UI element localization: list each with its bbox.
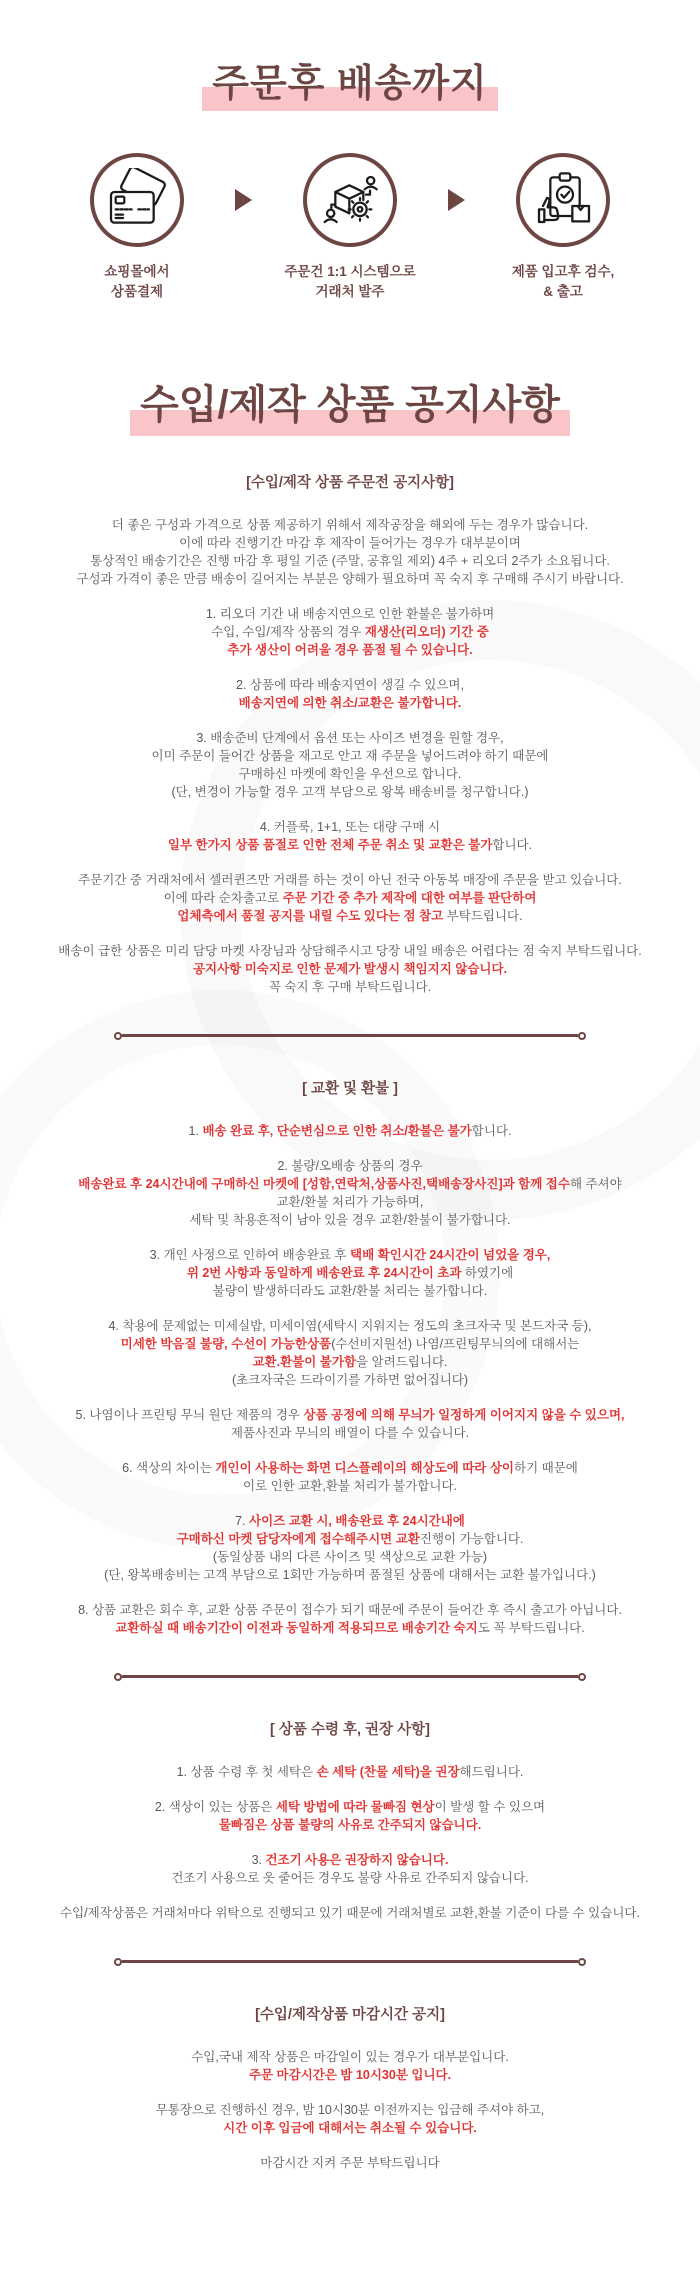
text-line — [0, 1548, 700, 1566]
text-line — [0, 623, 700, 641]
notice-paragraph — [0, 1459, 700, 1495]
arrow-right-icon — [235, 189, 252, 211]
text-segment: (동일상품 내의 다른 사이즈 및 색상으로 교환 가능) — [212, 1549, 488, 1564]
text-segment: 세탁 방법에 따라 물빠짐 현상 — [275, 1799, 435, 1814]
text-segment: 업체측에서 품절 공지를 내릴 수도 있다는 점 참고 — [177, 908, 444, 923]
text-line — [0, 694, 700, 712]
notice-paragraph — [0, 605, 700, 659]
divider-dot — [578, 1958, 586, 1966]
text-segment: 6. 색상의 차이는 — [122, 1460, 216, 1475]
section-heading: [수입/제작상품 마감시간 공지] — [255, 2006, 445, 2023]
text-segment: 해 주셔야 — [569, 1176, 622, 1191]
text-segment: 3. — [251, 1852, 266, 1867]
notice-paragraph — [0, 1406, 700, 1442]
text-segment: 합니다. — [471, 1123, 512, 1138]
text-line — [0, 1406, 700, 1424]
text-segment: 불량이 발생하더라도 교환/환불 처리는 불가합니다. — [212, 1283, 488, 1298]
text-line — [0, 676, 700, 694]
text-segment: 꼭 숙지 후 구매 부탁드립니다. — [268, 979, 432, 994]
text-segment: 상품 공정에 의해 무늬가 일정하게 이어지지 않을 수 있으며, — [303, 1407, 625, 1422]
text-segment: (초크자국은 드라이기를 가하면 없어집니다) — [231, 1372, 469, 1387]
text-segment: 손 세탁 (찬물 세탁)을 권장 — [316, 1764, 460, 1779]
text-segment: 2. 색상이 있는 상품은 — [154, 1799, 276, 1814]
text-segment: 일부 한가지 상품 품절로 인한 전체 주문 취소 및 교환은 불가 — [167, 837, 493, 852]
text-line — [0, 1424, 700, 1442]
text-line — [0, 570, 700, 588]
text-line — [0, 1530, 700, 1548]
text-line — [0, 2066, 700, 2084]
text-line — [0, 1211, 700, 1229]
text-line — [0, 1157, 700, 1175]
process-steps — [0, 153, 700, 303]
text-line — [0, 1798, 700, 1816]
text-line — [0, 1459, 700, 1477]
text-segment: 4. 커플룩, 1+1, 또는 대량 구매 시 — [259, 819, 441, 834]
text-segment: 이에 따라 순차출고로 — [163, 890, 283, 905]
text-line — [0, 889, 700, 907]
notice-paragraph — [0, 516, 700, 588]
text-segment: 합니다. — [492, 837, 533, 852]
notice-paragraph — [0, 2048, 700, 2084]
text-segment: 수입/제작상품은 거래처마다 위탁으로 진행되고 있기 때문에 거래처별로 교환,환불 기준이 다를 수 있습니다. — [60, 1905, 640, 1920]
text-line — [0, 1246, 700, 1264]
text-segment: 재생산(리오더) 기간 중 — [364, 624, 489, 639]
notice-paragraph — [0, 1763, 700, 1781]
notice-paragraph — [0, 1904, 700, 1922]
divider-dot — [114, 1673, 122, 1681]
text-line — [0, 641, 700, 659]
text-segment: 배송지연에 의한 취소/교환은 불가합니다. — [238, 695, 462, 710]
notice-paragraph — [0, 1317, 700, 1389]
text-segment: 교환/환불 처리가 가능하며, — [276, 1194, 424, 1209]
text-line — [0, 2119, 700, 2137]
notice-body — [0, 474, 700, 2172]
text-segment: 도 꼭 부탁드립니다. — [477, 1620, 585, 1635]
text-segment: 수입,국내 제작 상품은 마감일이 있는 경우가 대부분입니다. — [191, 2049, 509, 2064]
text-segment: 사이즈 교환 시, 배송완료 후 24시간내에 — [249, 1513, 465, 1528]
text-segment: (단, 왕복배송비는 고객 부담으로 1회만 가능하며 품절된 상품에 대해서는 교환 불가입니다.) — [104, 1567, 596, 1582]
section-heading: [ 교환 및 환불 ] — [302, 1080, 398, 1097]
divider-dot — [114, 1958, 122, 1966]
text-segment: 마감시간 지켜 주문 부탁드립니다 — [260, 2155, 440, 2170]
text-segment: 이에 따라 진행기간 마감 후 제작이 들어가는 경우가 대부분이며 — [179, 535, 521, 550]
text-segment: 이미 주문이 들어간 상품을 재고로 안고 재 주문을 넣어드려야 하기 때문에 — [151, 748, 549, 763]
text-segment: 무통장으로 진행하신 경우, 밤 10시30분 이전까지는 입금해 주셔야 하고, — [155, 2102, 545, 2117]
text-segment: 추가 생산이 어려울 경우 품절 될 수 있습니다. — [227, 642, 473, 657]
arrow-right-icon — [448, 189, 465, 211]
process-step-payment — [39, 153, 235, 303]
text-line — [0, 605, 700, 623]
section-heading: [ 상품 수령 후, 권장 사항] — [270, 1721, 430, 1738]
text-segment: 교환하실 때 배송기간이 이전과 동일하게 적용되므로 배송기간 숙지 — [115, 1620, 478, 1635]
notice-paragraph — [0, 2101, 700, 2137]
notice-paragraph — [0, 1512, 700, 1584]
notice-paragraph — [0, 871, 700, 925]
text-segment: (단, 변경이 가능할 경우 고객 부담으로 왕복 배송비를 청구합니다.) — [171, 784, 529, 799]
text-line — [0, 516, 700, 534]
text-segment: 주문기간 중 거래처에서 셀러퀸즈만 거래를 하는 것이 아닌 전국 아동복 매장에 주문을 받고 있습니다. — [78, 872, 622, 887]
text-segment: 미세한 박음질 불량, 수선이 가능한상품 — [120, 1336, 332, 1351]
text-segment: 주문 마감시간은 밤 10시30분 입니다. — [248, 2067, 452, 2082]
text-segment: 구매하신 마켓 담당자에게 접수해주시면 교환 — [176, 1531, 420, 1546]
text-line — [0, 1371, 700, 1389]
text-segment: 1. — [188, 1123, 203, 1138]
text-line — [0, 1193, 700, 1211]
section-divider — [114, 1032, 586, 1040]
text-segment: 공지사항 미숙지로 인한 문제가 발생시 책임지지 않습니다. — [192, 961, 508, 976]
text-line — [0, 2048, 700, 2066]
text-segment: 제품사진과 무늬의 배열이 다를 수 있습니다. — [230, 1425, 470, 1440]
text-line — [0, 1282, 700, 1300]
text-segment: 3. 개인 사정으로 인하여 배송완료 후 — [149, 1247, 350, 1262]
text-segment: 교환.환불이 불가함 — [252, 1354, 357, 1369]
text-line — [0, 907, 700, 925]
section-heading: [수입/제작 상품 주문전 공지사항] — [246, 474, 454, 491]
text-segment: 8. 상품 교환은 회수 후, 교환 상품 주문이 접수가 되기 때문에 주문이 들어간 후 즉시 출고가 아닙니다. — [78, 1602, 622, 1617]
text-segment: 통상적인 배송기간은 진행 마감 후 평일 기준 (주말, 공휴일 제외) 4주 + 리오더 2주가 소요됩니다. — [90, 553, 610, 568]
notice-paragraph — [0, 1798, 700, 1834]
order-fulfillment-icon — [303, 153, 397, 247]
text-line — [0, 1335, 700, 1353]
text-segment: 이 발생 할 수 있으며 — [434, 1799, 546, 1814]
text-line — [0, 1317, 700, 1335]
process-step-order — [252, 153, 448, 303]
text-line — [0, 978, 700, 996]
process-step-shipping — [465, 153, 661, 303]
text-line — [0, 1816, 700, 1834]
credit-card-icon — [90, 153, 184, 247]
section-divider — [114, 1673, 586, 1681]
text-segment: 하였기에 — [461, 1265, 514, 1280]
text-segment: 구성과 가격이 좋은 만큼 배송이 길어지는 부분은 양해가 필요하며 꼭 숙지 후 구매해 주시기 바랍니다. — [76, 571, 624, 586]
text-segment: 세탁 및 착용흔적이 남아 있을 경우 교환/환불이 불가합니다. — [189, 1212, 511, 1227]
text-segment: 위 2번 사항과 동일하게 배송완료 후 24시간이 초과 — [186, 1265, 462, 1280]
text-segment: 개인이 사용하는 화면 디스플레이의 해상도에 따라 상이 — [215, 1460, 514, 1475]
notice-paragraph — [0, 676, 700, 712]
notice-paragraph — [0, 729, 700, 801]
text-segment: 2. 상품에 따라 배송지연이 생길 수 있으며, — [236, 677, 464, 692]
text-line — [0, 1122, 700, 1140]
text-segment: (수선비지원선) 나염/프린팅무늬의에 대해서는 — [331, 1336, 580, 1351]
page-title: 주문후 배송까지 — [212, 52, 488, 107]
notice-paragraph — [0, 1246, 700, 1300]
text-line — [0, 836, 700, 854]
text-segment: 하기 때문에 — [514, 1460, 578, 1475]
section-divider — [114, 1958, 586, 1966]
text-segment: 수입, 수입/제작 상품의 경우 — [211, 624, 365, 639]
text-segment: 진행이 가능합니다. — [419, 1531, 524, 1546]
notice-paragraph — [0, 1157, 700, 1229]
text-segment: 부탁드립니다. — [443, 908, 523, 923]
text-line — [0, 960, 700, 978]
text-segment: 3. 배송준비 단계에서 옵션 또는 사이즈 변경을 원할 경우, — [196, 730, 504, 745]
divider-dot — [578, 1673, 586, 1681]
process-step-label: 주문건 1:1 시스템으로 거래처 발주 — [284, 264, 416, 300]
text-line — [0, 1763, 700, 1781]
text-segment: 4. 착용에 문제없는 미세실밥, 미세이염(세탁시 지워지는 정도의 초크자국 및 본드자국 등), — [108, 1318, 592, 1333]
text-segment: 구매하신 마켓에 확인을 우선으로 합니다. — [238, 766, 462, 781]
text-segment: 택배 확인시간 24시간이 넘었을 경우, — [350, 1247, 551, 1262]
text-line — [0, 1512, 700, 1530]
text-line — [0, 2154, 700, 2172]
text-segment: 건조기 사용은 권장하지 않습니다. — [265, 1852, 449, 1867]
notice-paragraph — [0, 818, 700, 854]
divider-line — [122, 1034, 578, 1037]
text-line — [0, 747, 700, 765]
notice-paragraph — [0, 1851, 700, 1887]
text-line — [0, 552, 700, 570]
notice-paragraph — [0, 1122, 700, 1140]
text-line — [0, 1175, 700, 1193]
text-line — [0, 534, 700, 552]
section-title: 수입/제작 상품 공지사항 — [140, 373, 560, 430]
text-segment: 주문 기간 중 추가 제작에 대한 여부를 판단하여 — [282, 890, 537, 905]
text-segment: 2. 불량/오배송 상품의 경우 — [277, 1158, 423, 1173]
process-step-label: 쇼핑몰에서 상품결제 — [104, 264, 170, 300]
text-line — [0, 1601, 700, 1619]
text-line — [0, 942, 700, 960]
process-step-label: 제품 입고후 검수, & 출고 — [511, 264, 615, 300]
text-segment: 이로 인한 교환,환불 처리가 불가합니다. — [242, 1478, 458, 1493]
text-line — [0, 1619, 700, 1637]
notice-paragraph — [0, 1601, 700, 1637]
divider-dot — [114, 1032, 122, 1040]
text-line — [0, 871, 700, 889]
inspection-shipping-icon — [516, 153, 610, 247]
text-segment: 을 알려드립니다. — [356, 1354, 448, 1369]
text-line — [0, 729, 700, 747]
text-segment: 배송 완료 후, 단순변심으로 인한 취소/환불은 불가 — [202, 1123, 472, 1138]
text-line — [0, 1869, 700, 1887]
divider-dot — [578, 1032, 586, 1040]
text-segment: 물빠짐은 상품 불량의 사유로 간주되지 않습니다. — [218, 1817, 482, 1832]
text-line — [0, 1566, 700, 1584]
text-line — [0, 783, 700, 801]
divider-line — [122, 1675, 578, 1678]
text-line — [0, 1264, 700, 1282]
text-line — [0, 818, 700, 836]
notice-paragraph — [0, 2154, 700, 2172]
text-line — [0, 2101, 700, 2119]
text-segment: 건조기 사용으로 옷 줄어든 경우도 불량 사유로 간주되지 않습니다. — [171, 1870, 529, 1885]
divider-line — [122, 1960, 578, 1963]
text-segment: 1. 리오더 기간 내 배송지연으로 인한 환불은 불가하며 — [205, 606, 495, 621]
text-segment: 해드립니다. — [459, 1764, 524, 1779]
text-segment: 1. 상품 수령 후 첫 세탁은 — [176, 1764, 317, 1779]
text-segment: 배송완료 후 24시간내에 구매하신 마켓에 [성함,연락처,상품사진,택배송장사진]과 함께 접수 — [78, 1176, 570, 1191]
text-line — [0, 1851, 700, 1869]
text-segment: 배송이 급한 상품은 미리 담당 마켓 사장님과 상담해주시고 당장 내일 배송은 어렵다는 점 숙지 부탁드립니다. — [58, 943, 642, 958]
text-segment: 시간 이후 입금에 대해서는 취소될 수 있습니다. — [223, 2120, 477, 2135]
text-line — [0, 1477, 700, 1495]
text-line — [0, 1904, 700, 1922]
text-line — [0, 1353, 700, 1371]
text-segment: 7. — [235, 1513, 250, 1528]
text-segment: 5. 나염이나 프린팅 무늬 원단 제품의 경우 — [75, 1407, 304, 1422]
text-segment: 더 좋은 구성과 가격으로 상품 제공하기 위해서 제작공장을 해외에 두는 경우가 많습니다. — [111, 517, 589, 532]
text-line — [0, 765, 700, 783]
notice-paragraph — [0, 942, 700, 996]
